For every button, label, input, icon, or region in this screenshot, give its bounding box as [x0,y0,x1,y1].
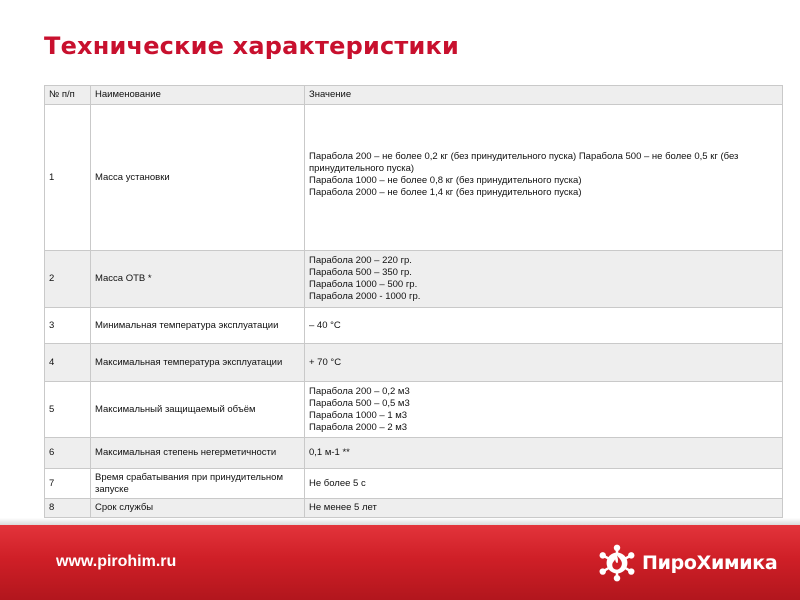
table-row [45,438,783,469]
row-number: 2 [45,251,91,308]
value-line: Парабола 1000 – не более 0,8 кг (без принудительного пуска) [309,175,582,186]
table-row [45,251,783,308]
table-row [45,382,783,438]
row-name: Срок службы [91,499,305,518]
value-line: Парабола 500 – 0,5 м3 [309,397,410,409]
row-number: 5 [45,382,91,438]
value-line: – 40 °С [309,319,341,331]
row-name: Максимальная температура эксплуатации [91,344,305,382]
table-row [45,105,783,251]
value-line: Парабола 200 – 220 гр. [309,255,412,266]
row-number: 3 [45,308,91,344]
row-value [305,382,783,438]
row-name: Масса установки [91,105,305,251]
value-line: Парабола 200 – не более 0,2 кг (без принудительного пуска) Парабола 500 – не более 0,5 кг (без принудительного пуска) [309,151,739,174]
table-header-row [45,86,783,105]
value-line: Парабола 2000 – не более 1,4 кг (без принудительного пуска) [309,187,582,198]
row-name: Максимальный защищаемый объём [91,382,305,438]
header-num: № п/п [45,86,91,105]
value-line: Парабола 1000 – 500 гр. [309,279,418,290]
row-value [305,344,783,382]
value-line: Парабола 2000 – 2 м3 [309,421,408,433]
row-value [305,105,783,251]
value-line: Не менее 5 лет [309,502,377,513]
row-value [305,308,783,344]
row-name: Масса ОТВ * [91,251,305,308]
table-row [45,469,783,499]
value-line: + 70 °С [309,356,342,368]
fire-molecule-icon [598,544,636,582]
row-number: 7 [45,469,91,499]
row-number: 6 [45,438,91,469]
row-name: Максимальная степень негерметичности [91,438,305,469]
row-number: 8 [45,499,91,518]
header-name: Наименование [91,86,305,105]
value-line: Парабола 2000 - 1000 гр. [309,291,421,302]
brand-name: ПироХимика [642,552,778,574]
row-value [305,499,783,518]
table-row [45,308,783,344]
table-row [45,499,783,518]
row-number: 4 [45,344,91,382]
row-value [305,438,783,469]
page-title: Технические характеристики [44,32,460,60]
value-line: 0,1 м-1 ** [309,447,350,458]
value-line: Не более 5 с [309,477,366,489]
row-name: Минимальная температура эксплуатации [91,308,305,344]
table-row [45,344,783,382]
row-value [305,251,783,308]
specs-table [44,85,783,518]
footer-bar [0,525,800,600]
value-line: Парабола 500 – 350 гр. [309,267,412,278]
brand-logo [598,546,777,580]
website-link[interactable]: www.pirohim.ru [56,553,177,570]
row-number: 1 [45,105,91,251]
row-name: Время срабатывания при принудительном запуске [91,469,305,499]
value-line: Парабола 1000 – 1 м3 [309,409,408,421]
value-line: Парабола 200 – 0,2 м3 [309,385,410,397]
row-value [305,469,783,499]
header-value: Значение [305,86,783,105]
